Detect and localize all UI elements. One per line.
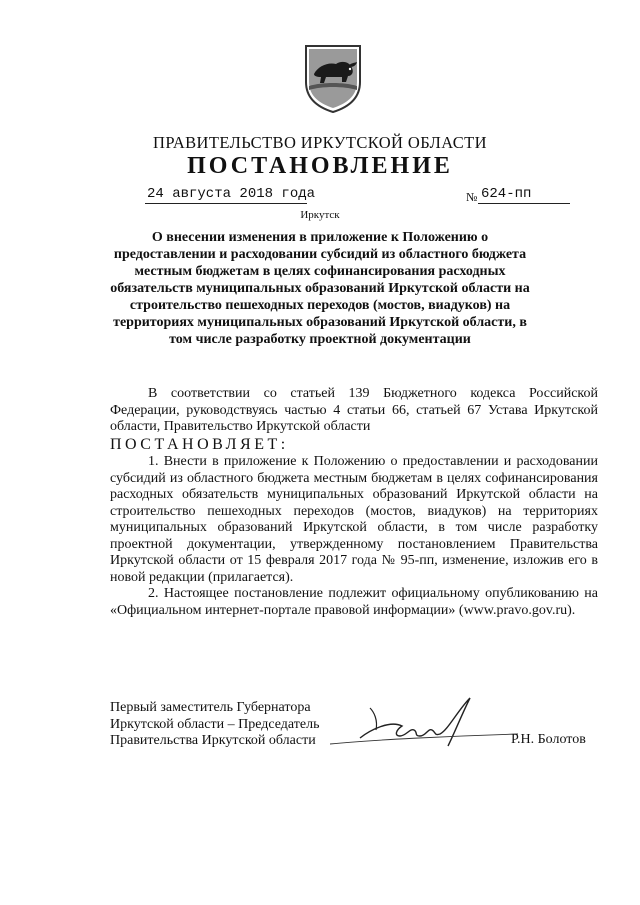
signatory-name: Р.Н. Болотов — [511, 732, 586, 747]
decree-body — [110, 386, 598, 619]
signatory-title-line: Первый заместитель Губернатора — [110, 700, 311, 715]
government-title: ПРАВИТЕЛЬСТВО ИРКУТСКОЙ ОБЛАСТИ — [153, 133, 487, 152]
item-2-paragraph: 2. Настоящее постановление подлежит официальному опубликованию на «Официальном интернет-портале правовой информации» (www.pravo.gov.ru). — [110, 586, 598, 618]
signatory-title — [110, 700, 350, 750]
date-underline — [145, 203, 307, 204]
handwritten-signature — [330, 690, 520, 750]
number-sign: № — [466, 190, 478, 204]
document-type: ПОСТАНОВЛЕНИЕ — [187, 153, 453, 179]
item-1-paragraph: 1. Внести в приложение к Положению о предоставлении и расходовании субсидий из областного бюджета местным бюджетам в целях софинансирования расходных обязательств муниципальных образований Иркутской области на строительство пешеходных переходов (мостов, виадуков) на территориях муниципальных образований Иркутской области, в том числе разработку проектной документации, утвержденному постановлением Правительства Иркутской области от 15 февраля 2017 года № 95-пп, изменение, изложив его в новой редакции (прилагается). — [110, 454, 598, 585]
decree-word: ПОСТАНОВЛЯЕТ: — [110, 435, 289, 453]
preamble-paragraph: В соответствии со статьей 139 Бюджетного кодекса Российской Федерации, руководствуясь частью 4 статьи 66, статьей 67 Устава Иркутской области, Правительство Иркутской области — [110, 386, 598, 434]
signatory-title-line: Иркутской области – Председатель — [110, 716, 320, 732]
decree-date: 24 августа 2018 года — [147, 186, 316, 202]
decree-title: О внесении изменения в приложение к Положению о предоставлении и расходовании субсидий из областного бюджета местным бюджетам в целях софинансирования расходных обязательств муниципальных образований Иркутской области на строительство пешеходных переходов (мостов, виадуков) на территориях муниципальных образований Иркутской области, в том числе разработку проектной документации — [110, 230, 530, 347]
city-name: Иркутск — [300, 209, 340, 221]
number-underline — [478, 203, 570, 204]
decree-number: 624-пп — [481, 186, 532, 202]
signatory-title-line: Правительства Иркутской области — [110, 733, 316, 748]
coat-of-arms-icon — [302, 42, 364, 114]
